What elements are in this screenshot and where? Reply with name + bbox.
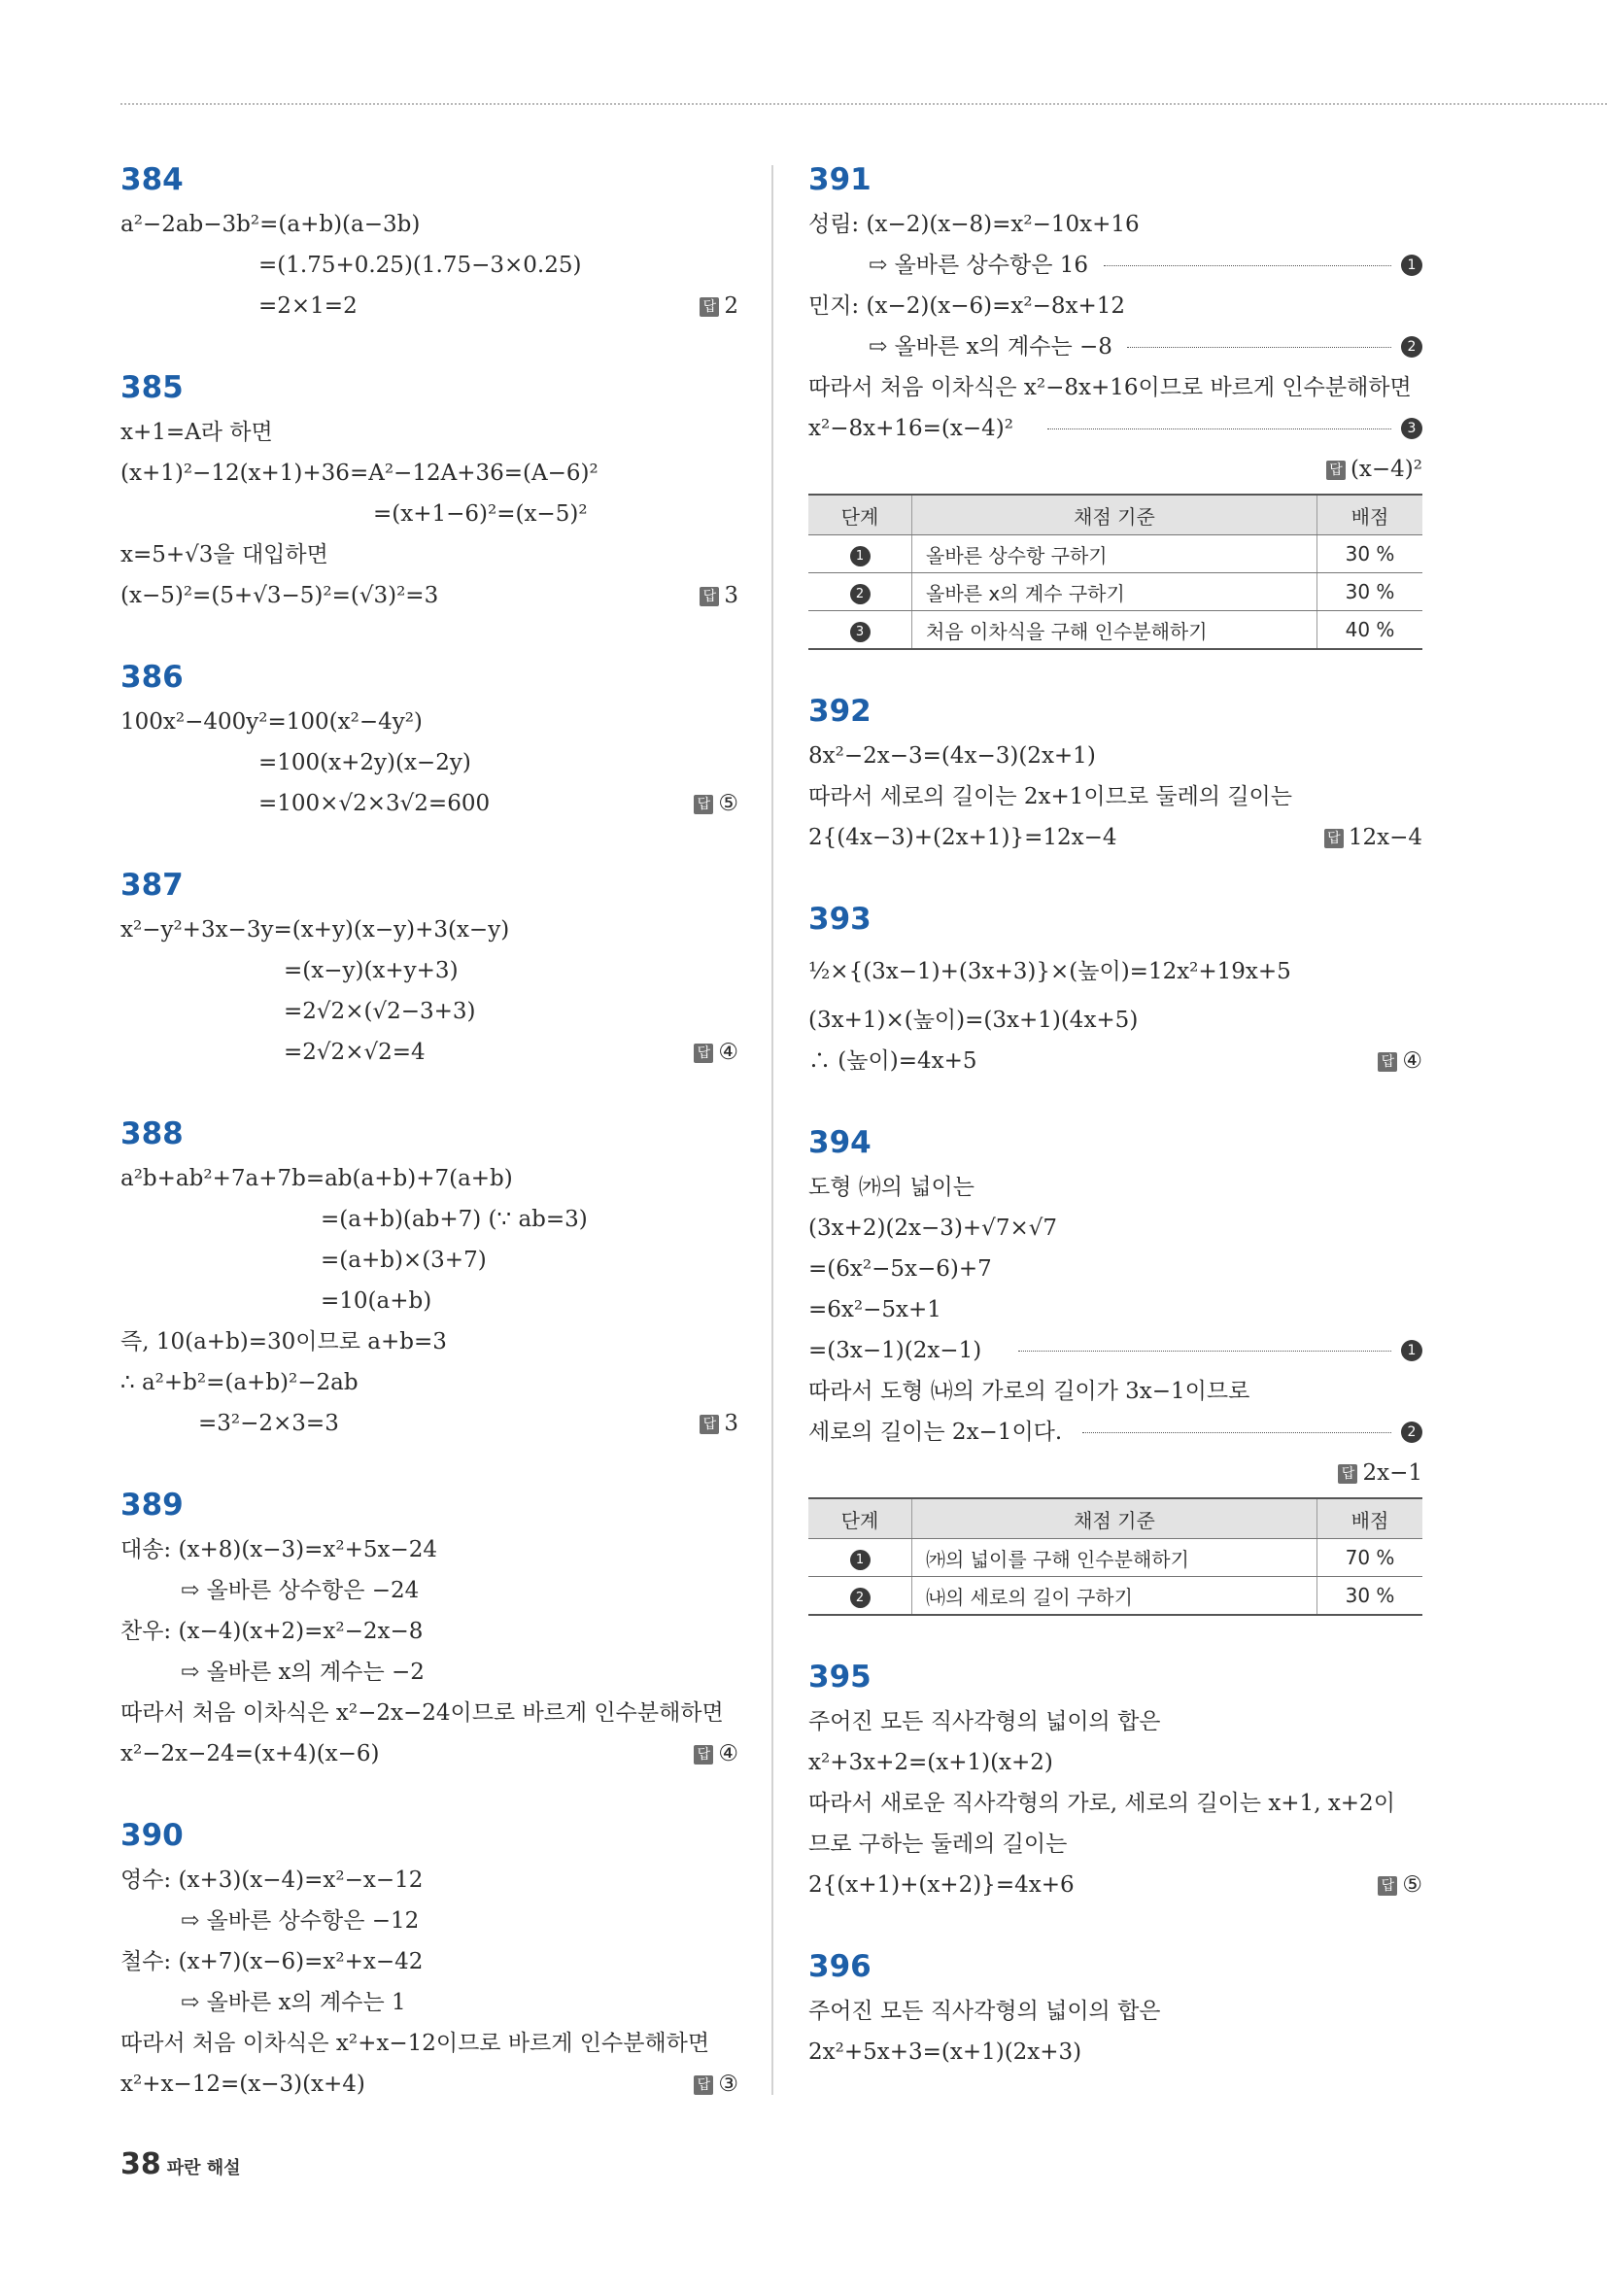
answer [1378, 1865, 1422, 1905]
solution-text: 따라서 세로의 길이는 2x+1이므로 둘레의 길이는 [808, 784, 1292, 809]
solution-text: x²+3x+2=(x+1)(x+2) [808, 1750, 1053, 1775]
solution-text: 즉, 10(a+b)=30이므로 a+b=3 [120, 1329, 447, 1354]
scoring-header: 채점 기준 [912, 495, 1317, 535]
dotted-leader [1127, 347, 1391, 348]
solution-text: =100×√2×3√2=600 [258, 791, 491, 816]
solution-text: =(x−y)(x+y+3) [284, 958, 459, 983]
solution-line [808, 1824, 1422, 1865]
step-marker: 1 [850, 546, 871, 566]
solution-text: =(a+b)(ab+7) (∵ ab=3) [321, 1207, 588, 1232]
solution-line [120, 1362, 738, 1403]
solution-line [120, 534, 738, 575]
scoring-points: 30 % [1317, 1577, 1423, 1616]
solution-line [120, 286, 738, 326]
page-number: 38 [120, 2147, 161, 2181]
scoring-points: 70 % [1317, 1539, 1423, 1577]
problem-number: 386 [120, 660, 184, 695]
scoring-header: 채점 기준 [912, 1498, 1317, 1539]
answer-value: ④ [1402, 1048, 1422, 1074]
scoring-header-row [808, 495, 1422, 535]
problem-number: 389 [120, 1488, 184, 1523]
solution-line [120, 1611, 738, 1652]
dotted-leader [1047, 428, 1391, 429]
solution-line [120, 1281, 738, 1321]
solution-line [120, 494, 738, 534]
solution-line [808, 245, 1422, 286]
solution-line [808, 204, 1422, 245]
solution-text: 세로의 길이는 2x−1이다. [808, 1420, 1063, 1445]
solution-line [120, 1403, 738, 1444]
answer-value: ④ [718, 1040, 738, 1065]
solution-line [120, 412, 738, 453]
solution-text: x²+x−12=(x−3)(x+4) [120, 2072, 365, 2097]
solution-line [808, 449, 1422, 490]
problem-389 [120, 1481, 738, 1774]
answer-value: (x−4)² [1350, 457, 1422, 482]
solution-line [808, 1289, 1422, 1330]
solution-line [808, 1208, 1422, 1249]
problem-number: 387 [120, 868, 184, 903]
step-marker: 2 [850, 584, 871, 604]
solution-text: a²−2ab−3b²=(a+b)(a−3b) [120, 212, 421, 237]
solution-text: =10(a+b) [321, 1288, 432, 1314]
answer-value: 3 [724, 1411, 738, 1436]
column-divider [771, 165, 773, 2095]
answer [694, 1032, 738, 1073]
problem-392 [808, 687, 1422, 858]
answer-value: ③ [718, 2072, 738, 2097]
solution-line [808, 1701, 1422, 1742]
solution-text: 2x²+5x+3=(x+1)(2x+3) [808, 2039, 1082, 2065]
step-marker: 3 [850, 622, 871, 642]
answer-value: ⑤ [1402, 1872, 1422, 1898]
solution-text: =2√2×√2=4 [284, 1040, 426, 1065]
problem-number: 392 [808, 694, 872, 729]
solution-text: (3x+1)×(높이)=(3x+1)(4x+5) [808, 1008, 1139, 1033]
answer-mark-icon: 답 [1326, 461, 1346, 480]
problem-number: 388 [120, 1116, 184, 1151]
solution-text: ⇨ 올바른 x의 계수는 1 [181, 1990, 406, 2015]
answer-value: 2x−1 [1362, 1460, 1422, 1486]
scoring-criterion: ㈏의 세로의 길이 구하기 [912, 1577, 1317, 1616]
answer [694, 783, 738, 824]
problem-number: 385 [120, 370, 184, 405]
answer [1378, 1041, 1422, 1081]
solution-text: =(3x−1)(2x−1) [808, 1338, 982, 1363]
answer-mark-icon: 답 [694, 2075, 713, 2095]
step-marker: 1 [1401, 255, 1422, 276]
answer [700, 286, 738, 326]
solution-text: x+1=A라 하면 [120, 420, 273, 445]
solution-text: x²−2x−24=(x+4)(x−6) [120, 1741, 380, 1766]
solution-line [808, 943, 1422, 1000]
solution-text: 성림: (x−2)(x−8)=x²−10x+16 [808, 212, 1140, 237]
solution-line [120, 575, 738, 616]
dotted-leader [1082, 1432, 1391, 1433]
solution-line [120, 2064, 738, 2105]
answer-mark-icon: 답 [1324, 829, 1344, 848]
scoring-row [808, 573, 1422, 611]
step-marker: 1 [850, 1550, 871, 1570]
answer-mark-icon: 답 [700, 1415, 719, 1434]
scoring-step [808, 1577, 912, 1616]
answer [694, 1733, 738, 1774]
solution-line [120, 783, 738, 824]
solution-line [120, 1240, 738, 1281]
problem-390 [120, 1811, 738, 2105]
solution-text: 민지: (x−2)(x−6)=x²−8x+12 [808, 293, 1126, 319]
solution-line [120, 1570, 738, 1611]
solution-line [808, 1000, 1422, 1041]
solution-line [120, 1941, 738, 1982]
answer [700, 1403, 738, 1444]
scoring-table [808, 1497, 1422, 1616]
scoring-row [808, 535, 1422, 573]
problem-395 [808, 1653, 1422, 1905]
step-marker: 2 [850, 1588, 871, 1608]
step-marker: 2 [1401, 336, 1422, 358]
solution-line [808, 1412, 1422, 1453]
top-divider [120, 103, 1607, 105]
scoring-step [808, 535, 912, 573]
solution-text: ⇨ 올바른 x의 계수는 −2 [181, 1660, 425, 1685]
solution-line [120, 245, 738, 286]
solution-line [808, 1167, 1422, 1208]
solution-line [808, 2032, 1422, 2073]
solution-line [808, 736, 1422, 776]
dotted-leader [1104, 265, 1391, 266]
scoring-points: 30 % [1317, 573, 1423, 611]
problem-384 [120, 155, 738, 326]
solution-line [808, 1453, 1422, 1493]
solution-text: (x+1)²−12(x+1)+36=A²−12A+36=(A−6)² [120, 461, 598, 486]
scoring-points: 40 % [1317, 611, 1423, 650]
scoring-row [808, 1539, 1422, 1577]
answer [694, 2064, 738, 2105]
scoring-criterion: 올바른 상수항 구하기 [912, 535, 1317, 573]
solution-text: ½×{(3x−1)+(3x+3)}×(높이)=12x²+19x+5 [808, 959, 1291, 984]
solution-text: 대송: (x+8)(x−3)=x²+5x−24 [120, 1537, 438, 1562]
solution-text: x²−8x+16=(x−4)² [808, 416, 1013, 441]
solution-line [120, 742, 738, 783]
solution-line [120, 1982, 738, 2023]
solution-text: =2×1=2 [258, 293, 358, 319]
solution-text: ⇨ 올바른 x의 계수는 −8 [869, 334, 1112, 360]
scoring-header: 배점 [1317, 1498, 1423, 1539]
solution-text: =(x+1−6)²=(x−5)² [373, 501, 588, 527]
solution-text: (x−5)²=(5+√3−5)²=(√3)²=3 [120, 583, 439, 608]
solution-line [808, 1783, 1422, 1824]
solution-text: (3x+2)(2x−3)+√7×√7 [808, 1216, 1058, 1241]
scoring-step [808, 1539, 912, 1577]
scoring-table [808, 494, 1422, 650]
answer-mark-icon: 답 [1338, 1464, 1357, 1484]
solution-line [808, 817, 1422, 858]
solution-text: =100(x+2y)(x−2y) [258, 750, 471, 775]
solution-line [808, 1041, 1422, 1081]
solution-text: 주어진 모든 직사각형의 넓이의 합은 [808, 1999, 1161, 2024]
scoring-criterion: 처음 이차식을 구해 인수분해하기 [912, 611, 1317, 650]
solution-line [808, 1330, 1422, 1371]
solution-line [808, 1249, 1422, 1289]
solution-line [120, 1199, 738, 1240]
problem-number: 394 [808, 1125, 872, 1160]
solution-line [120, 909, 738, 950]
scoring-header: 배점 [1317, 495, 1423, 535]
solution-text: 따라서 처음 이차식은 x²−8x+16이므로 바르게 인수분해하면 [808, 375, 1412, 400]
answer-value: 2 [724, 293, 738, 319]
solution-text: 8x²−2x−3=(4x−3)(2x+1) [808, 743, 1096, 769]
solution-text: =3²−2×3=3 [198, 1411, 339, 1436]
answer-value: 12x−4 [1348, 825, 1422, 850]
solution-text: 2{(x+1)+(x+2)}=4x+6 [808, 1872, 1075, 1898]
solution-line [120, 1652, 738, 1693]
answer-mark-icon: 답 [694, 1044, 713, 1063]
problem-393 [808, 895, 1422, 1081]
solution-line [120, 1529, 738, 1570]
solution-line [808, 1865, 1422, 1905]
solution-line [120, 1901, 738, 1941]
problem-387 [120, 861, 738, 1073]
solution-text: 도형 ㈎의 넓이는 [808, 1175, 974, 1200]
solution-line [808, 776, 1422, 817]
answer-mark-icon: 답 [694, 1745, 713, 1765]
scoring-row [808, 611, 1422, 650]
solution-line [120, 950, 738, 991]
solution-line [808, 286, 1422, 326]
problem-number: 395 [808, 1660, 872, 1695]
scoring-criterion: ㈎의 넓이를 구해 인수분해하기 [912, 1539, 1317, 1577]
page-footer [120, 2147, 241, 2181]
solution-text: =6x²−5x+1 [808, 1297, 941, 1322]
solution-text: 철수: (x+7)(x−6)=x²+x−42 [120, 1949, 424, 1974]
solution-line [120, 702, 738, 742]
solution-text: a²b+ab²+7a+7b=ab(a+b)+7(a+b) [120, 1166, 513, 1191]
solution-text: ∴ a²+b²=(a+b)²−2ab [120, 1370, 359, 1395]
answer [1326, 449, 1422, 490]
solution-text: x=5+√3을 대입하면 [120, 542, 328, 567]
solution-text: ⇨ 올바른 상수항은 −12 [181, 1908, 420, 1934]
solution-text: 2{(4x−3)+(2x+1)}=12x−4 [808, 825, 1117, 850]
solution-line [120, 2023, 738, 2064]
answer-value: ⑤ [718, 791, 738, 816]
solution-text: =(a+b)×(3+7) [321, 1248, 487, 1273]
problem-388 [120, 1110, 738, 1444]
solution-line [808, 1371, 1422, 1412]
solution-line [120, 1693, 738, 1733]
step-marker: 2 [1401, 1422, 1422, 1443]
solution-line [808, 1742, 1422, 1783]
page-label: 파란 해설 [166, 2158, 241, 2178]
solution-line [808, 367, 1422, 408]
answer [1338, 1453, 1422, 1493]
problem-385 [120, 363, 738, 616]
solution-text: 따라서 처음 이차식은 x²−2x−24이므로 바르게 인수분해하면 [120, 1700, 724, 1726]
solution-text: 찬우: (x−4)(x+2)=x²−2x−8 [120, 1619, 424, 1644]
solution-text: =(1.75+0.25)(1.75−3×0.25) [258, 253, 582, 278]
scoring-step [808, 611, 912, 650]
solution-text: 100x²−400y²=100(x²−4y²) [120, 709, 423, 735]
solution-line [120, 453, 738, 494]
solution-line [808, 326, 1422, 367]
answer [700, 575, 738, 616]
problem-number: 393 [808, 902, 872, 937]
answer-value: 3 [724, 583, 738, 608]
step-marker: 3 [1401, 418, 1422, 439]
solution-line [120, 1860, 738, 1901]
dotted-leader [1018, 1351, 1391, 1352]
solution-line [120, 1032, 738, 1073]
answer-mark-icon: 답 [1378, 1876, 1397, 1896]
answer-mark-icon: 답 [700, 587, 719, 606]
answer-mark-icon: 답 [1378, 1052, 1397, 1072]
solution-line [120, 1158, 738, 1199]
answer-mark-icon: 답 [694, 795, 713, 814]
scoring-points: 30 % [1317, 535, 1423, 573]
solution-text: =2√2×(√2−3+3) [284, 999, 476, 1024]
scoring-criterion: 올바른 x의 계수 구하기 [912, 573, 1317, 611]
solution-line [120, 991, 738, 1032]
step-marker: 1 [1401, 1340, 1422, 1361]
scoring-step [808, 573, 912, 611]
scoring-header: 단계 [808, 1498, 912, 1539]
solution-text: 따라서 새로운 직사각형의 가로, 세로의 길이는 x+1, x+2이 [808, 1791, 1395, 1816]
left-column [120, 155, 738, 2142]
solution-text: 영수: (x+3)(x−4)=x²−x−12 [120, 1868, 424, 1893]
problem-number: 391 [808, 162, 872, 197]
solution-line [120, 1733, 738, 1774]
answer-mark-icon: 답 [700, 297, 719, 317]
problem-number: 396 [808, 1949, 872, 1984]
solution-text: ⇨ 올바른 상수항은 −24 [181, 1578, 420, 1603]
solution-line [808, 408, 1422, 449]
problem-391 [808, 155, 1422, 650]
answer [1324, 817, 1422, 858]
solution-text: ⇨ 올바른 상수항은 16 [869, 253, 1088, 278]
right-column [808, 155, 1422, 2109]
problem-number: 384 [120, 162, 184, 197]
problem-394 [808, 1118, 1422, 1616]
scoring-header-row [808, 1498, 1422, 1539]
solution-line [120, 204, 738, 245]
solution-line [808, 1991, 1422, 2032]
scoring-header: 단계 [808, 495, 912, 535]
solution-text: 므로 구하는 둘레의 길이는 [808, 1832, 1068, 1857]
solution-text: 따라서 처음 이차식은 x²+x−12이므로 바르게 인수분해하면 [120, 2031, 710, 2056]
solution-text: ∴ (높이)=4x+5 [808, 1048, 977, 1074]
problem-number: 390 [120, 1818, 184, 1853]
scoring-row [808, 1577, 1422, 1616]
solution-text: x²−y²+3x−3y=(x+y)(x−y)+3(x−y) [120, 917, 510, 942]
problem-396 [808, 1942, 1422, 2073]
problem-386 [120, 653, 738, 824]
solution-text: 따라서 도형 ㈏의 가로의 길이가 3x−1이므로 [808, 1379, 1250, 1404]
answer-value: ④ [718, 1741, 738, 1766]
solution-line [120, 1321, 738, 1362]
solution-text: 주어진 모든 직사각형의 넓이의 합은 [808, 1709, 1161, 1734]
solution-text: =(6x²−5x−6)+7 [808, 1256, 992, 1282]
